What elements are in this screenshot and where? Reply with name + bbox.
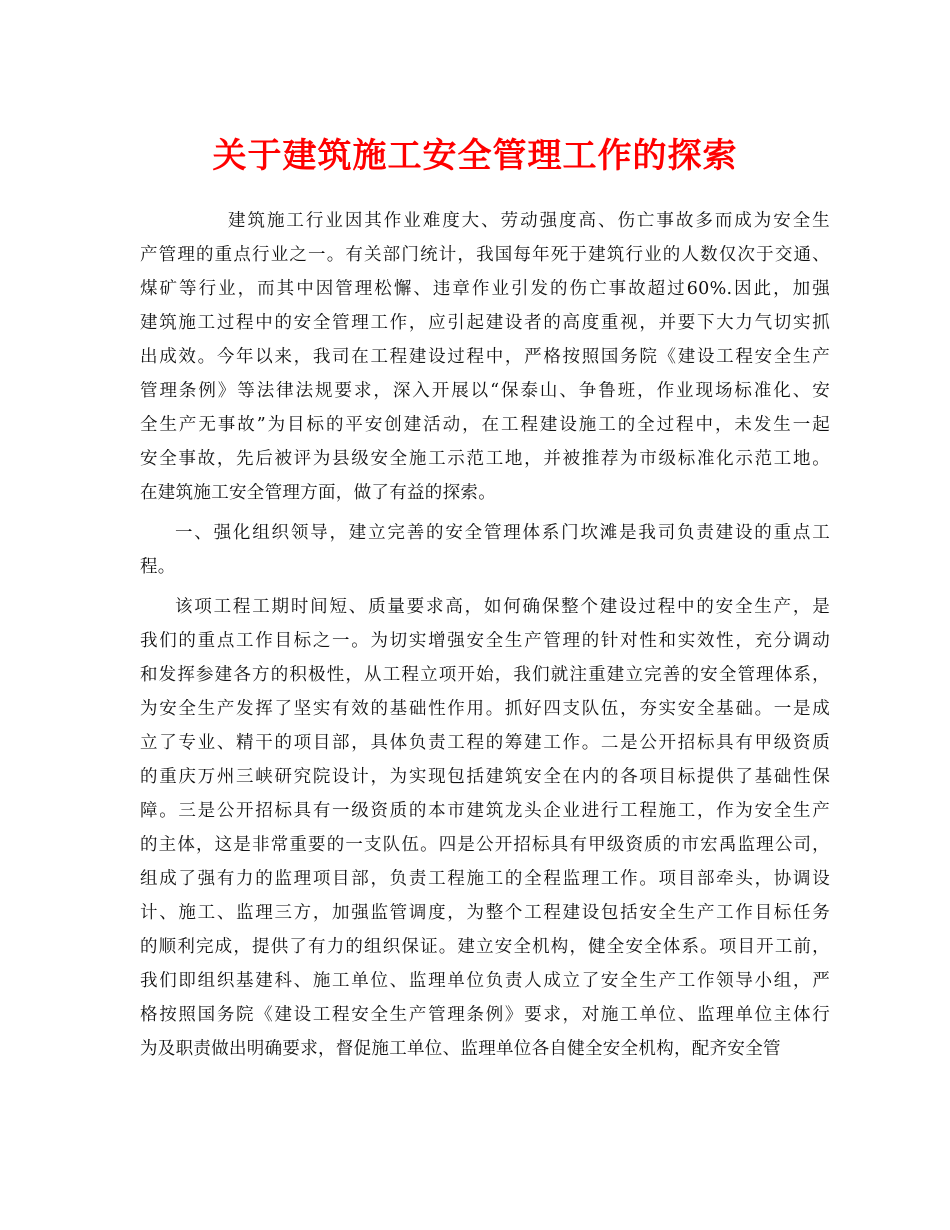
text-line: 的主体，这是非常重要的一支队伍。四是公开招标具有甲级资质的市宏禹监理公司， (140, 835, 830, 855)
text-line: 煤矿等行业，而其中因管理松懈、违章作业引发的伤亡事故超过60%.因此，加强 (140, 279, 830, 299)
text-line: 出成效。今年以来，我司在工程建设过程中，严格按照国务院《建设工程安全生产 (140, 347, 830, 367)
text-line: 建筑施工行业因其作业难度大、劳动强度高、伤亡事故多而成为安全生 (228, 211, 830, 231)
text-line: 障。三是公开招标具有一级资质的本市建筑龙头企业进行工程施工，作为安全生产 (140, 801, 830, 821)
text-line: 计、施工、监理三方，加强监管调度，为整个工程建设包括安全生产工作目标任务 (140, 903, 830, 923)
text-line: 管理条例》等法律法规要求，深入开展以“保泰山、争鲁班，作业现场标准化、安 (140, 381, 830, 401)
paragraph (140, 516, 830, 584)
text-line: 程。 (140, 557, 176, 577)
text-line: 在建筑施工安全管理方面，做了有益的探索。 (140, 483, 496, 503)
text-line: 全生产无事故”为目标的平安创建活动，在工程建设施工的全过程中，未发生一起 (140, 415, 830, 435)
text-line: 组成了强有力的监理项目部，负责工程施工的全程监理工作。项目部牵头，协调设 (140, 869, 830, 889)
document-title: 关于建筑施工安全管理工作的探索 (212, 136, 738, 176)
text-line: 为安全生产发挥了坚实有效的基础性作用。抓好四支队伍，夯实安全基础。一是成 (140, 699, 830, 719)
paragraph (140, 590, 830, 1066)
text-line: 我们即组织基建科、施工单位、监理单位负责人成立了安全生产工作领导小组，严 (140, 971, 830, 991)
text-line: 格按照国务院《建设工程安全生产管理条例》要求，对施工单位、监理单位主体行 (140, 1005, 830, 1025)
text-line: 的顺利完成，提供了有力的组织保证。建立安全机构，健全安全体系。项目开工前， (140, 937, 830, 957)
text-line: 立了专业、精干的项目部，具体负责工程的筹建工作。二是公开招标具有甲级资质 (140, 733, 830, 753)
text-line: 我们的重点工作目标之一。为切实增强安全生产管理的针对性和实效性，充分调动 (140, 631, 830, 651)
text-line: 和发挥参建各方的积极性，从工程立项开始，我们就注重建立完善的安全管理体系， (140, 665, 830, 685)
text-line: 的重庆万州三峡研究院设计，为实现包括建筑安全在内的各项目标提供了基础性保 (140, 767, 830, 787)
paragraph (140, 204, 830, 510)
document-body (140, 204, 830, 1066)
text-line: 产管理的重点行业之一。有关部门统计，我国每年死于建筑行业的人数仅次于交通、 (140, 245, 830, 265)
text-line: 建筑施工过程中的安全管理工作，应引起建设者的高度重视，并要下大力气切实抓 (140, 313, 830, 333)
text-line: 安全事故，先后被评为县级安全施工示范工地，并被推荐为市级标准化示范工地。 (140, 449, 830, 469)
text-line: 一、强化组织领导，建立完善的安全管理体系门坎滩是我司负责建设的重点工 (175, 523, 830, 543)
text-line: 该项工程工期时间短、质量要求高，如何确保整个建设过程中的安全生产，是 (175, 597, 830, 617)
text-line: 为及职责做出明确要求，督促施工单位、监理单位各自健全安全机构，配齐安全管 (140, 1039, 781, 1059)
